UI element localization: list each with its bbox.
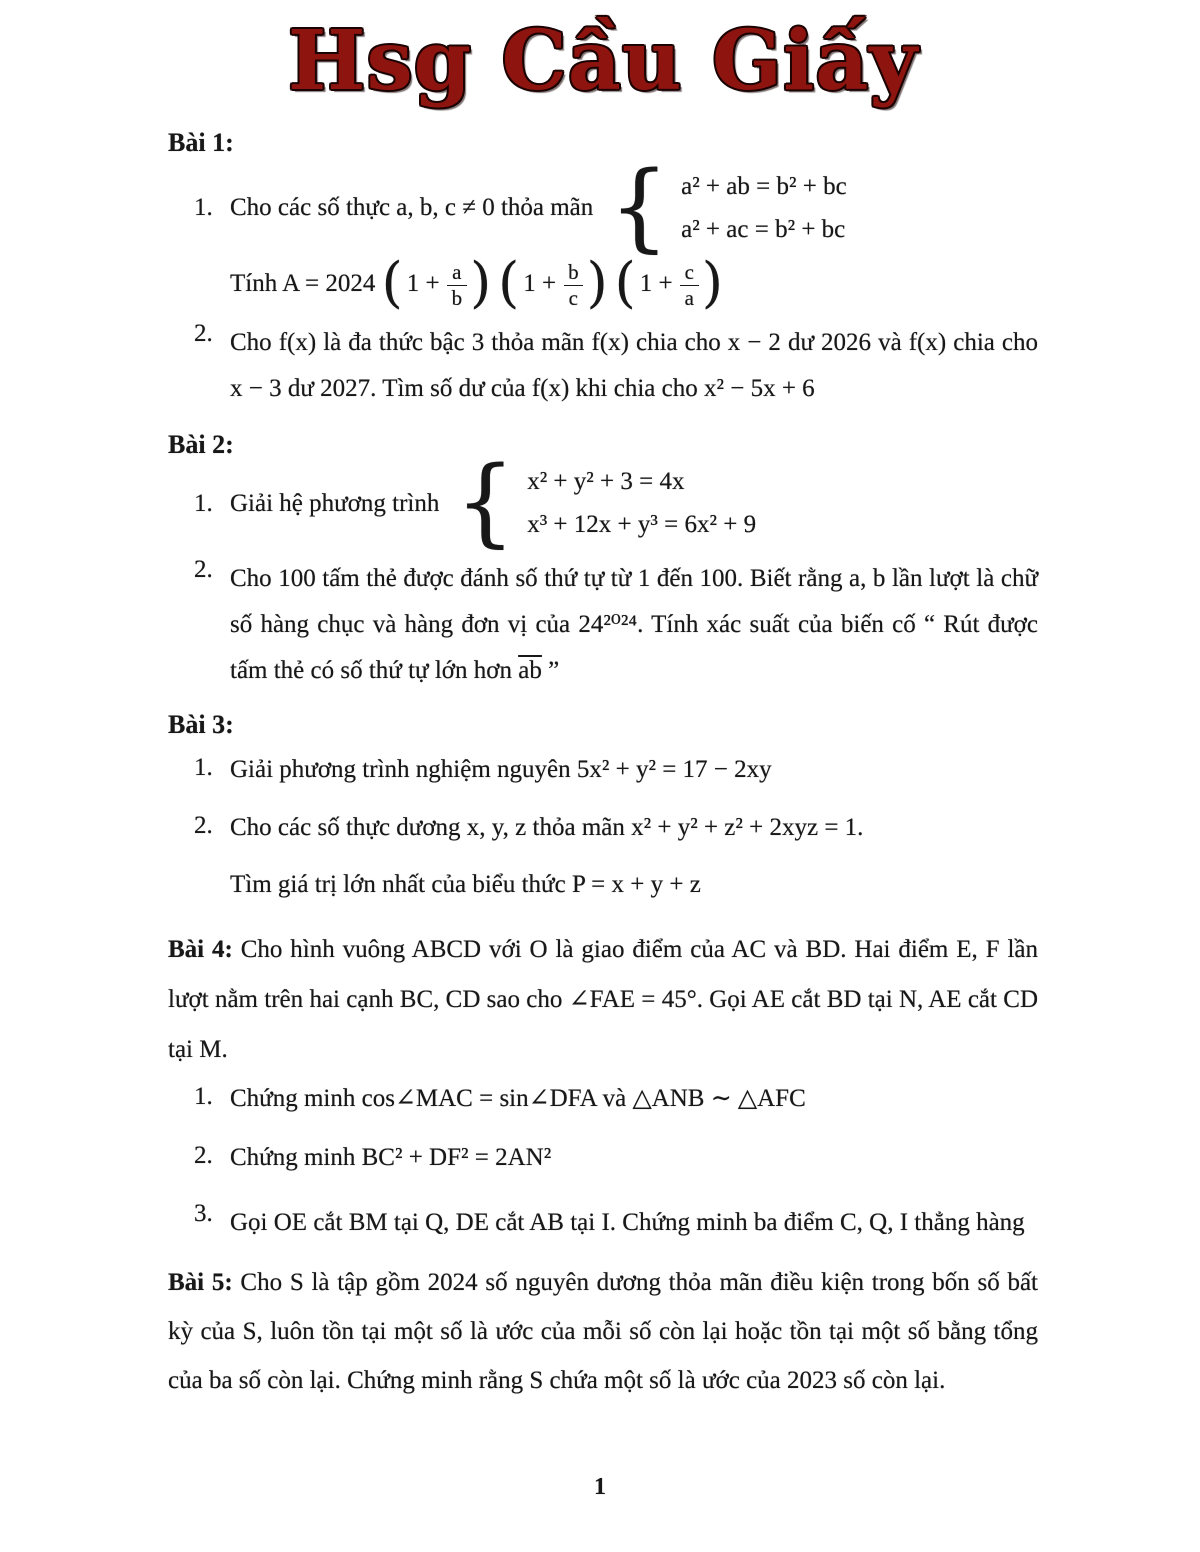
bai4-item2-number: 2. [194,1141,213,1169]
page-number: 1 [594,1474,606,1500]
bai4-label: Bài 4: [168,936,233,964]
bai4-item1 [168,1083,1038,1116]
bai1-item2-number: 2. [194,319,213,347]
bai1-factor-3: ( 1 + $\frac{c}{a}$ ) [614,251,723,315]
bai1-compute-line [230,251,1038,315]
bai3-item1-number: 1. [194,753,213,781]
fraction-denominator: a [680,285,699,309]
bai2-item2 [168,556,1038,694]
bai2-item1-equations [527,467,756,540]
overline-ab: $\overline{ab}$ [518,657,542,685]
bai3-item2-line1: Cho các số thực dương x, y, z thỏa mãn x² + y² + z² + 2xyz = 1. [230,814,864,842]
bai3-item2-line2: Tìm giá trị lớn nhất của biểu thức P = x + y + z [230,870,701,898]
bai1-factor-1-fraction [447,261,468,308]
bai4-intro-text: Cho hình vuông ABCD với O là giao điểm của AC và BD. Hai điểm E, F lần lượt nằm trên hai cạnh BC, CD sao cho ∠FAE = 45°. Gọi AE cắt BD tại N, AE cắt CD tại M. [168,936,1038,1064]
bai2-item2-text [230,556,1038,694]
bai4-item2-text: Chứng minh BC² + DF² = 2AN² [230,1143,552,1171]
bai1-item2 [168,320,1038,412]
bai1-item1-system [609,151,847,263]
fraction-numerator: b [568,260,579,285]
bai3-item1 [168,754,1038,787]
bai3-item1-text: Giải phương trình nghiệm nguyên 5x² + y² = 17 − 2xy [230,755,772,783]
bai2-item1-system [455,447,757,559]
bai4-item1-text: Chứng minh cos∠MAC = sin∠DFA và △ANB ∼ △AFC [230,1085,806,1113]
bai2-item1 [168,447,1038,559]
bai2-item1-lead: Giải hệ phương trình [230,489,440,517]
bai4-item3-text: Gọi OE cắt BM tại Q, DE cắt AB tại I. Chứng minh ba điểm C, Q, I thẳng hàng [230,1209,1025,1237]
bai4-item3 [168,1200,1038,1246]
bai5-label: Bài 5: [168,1269,233,1297]
bai1-item1-number: 1. [194,194,213,222]
bai3-heading: Bài 3: [168,710,234,740]
fraction-numerator: a [452,260,462,285]
bai5-paragraph [168,1258,1038,1405]
exam-title: Hsg Cầu Giấy [287,13,919,109]
bai2-item2-segment1: Cho 100 tấm thẻ được đánh số thứ tự từ 1 đến 100. Biết rằng a, b lần lượt là chữ số hàng chục và hàng đơn vị của 24²⁰²⁴. Tính xác suất của biến cố “ Rút được tấm thẻ có số thứ tự lớn hơn [230,565,1038,685]
bai1-item1-lead: Cho các số thực a, b, c ≠ 0 thỏa mãn [230,194,594,222]
fraction-denominator: c [564,285,583,309]
bai3-item2 [168,812,1038,845]
fraction-denominator: b [447,285,468,309]
bai3-item2-number: 2. [194,812,213,840]
left-brace-symbol: { [455,447,516,559]
bai1-factor-3-pre: 1 + [639,270,673,298]
bai2-item2-number: 2. [194,556,213,584]
bai1-compute-prefix: Tính A = 2024 [230,270,376,298]
bai2-item2-segment2: ” [541,657,560,685]
bai1-equation-2: a² + ac = b² + bc [681,215,846,243]
bai1-equation-1: a² + ab = b² + bc [681,172,847,200]
bai2-item1-number: 1. [194,489,213,517]
bai4-item3-number: 3. [194,1200,213,1228]
bai2-heading: Bài 2: [168,429,234,459]
bai1-heading: Bài 1: [168,128,234,157]
bai1-item1 [168,151,1038,263]
bai1-factor-2: ( 1 + $\frac{b}{c}$ ) [498,251,608,315]
bai4-item1-number: 1. [194,1083,213,1111]
bai1-factor-2-fraction [563,261,584,308]
bai1-factor-1-pre: 1 + [406,270,440,298]
bai1-factor-2-pre: 1 + [523,270,557,298]
bai1-item1-equations [681,172,847,245]
bai4-intro [168,925,1038,1075]
left-brace-symbol: { [609,151,670,263]
bai1-factor-1: ( 1 + $\frac{a}{b}$ ) [381,251,492,315]
bai4-item2 [168,1142,1038,1175]
fraction-numerator: c [684,260,694,285]
bai1-factor-3-fraction [680,261,699,308]
bai2-equation-1: x² + y² + 3 = 4x [527,468,685,496]
bai1-item2-text: Cho f(x) là đa thức bậc 3 thỏa mãn f(x) chia cho x − 2 dư 2026 và f(x) chia cho x − 3 dư 2027. Tìm số dư của f(x) khi chia cho x² − 5x + 6 [230,328,1038,402]
bai5-text: Cho S là tập gồm 2024 số nguyên dương thỏa mãn điều kiện trong bốn số bất kỳ của S, luôn tồn tại một số là ước của mỗi số còn lại hoặc tồn tại một số bằng tổng của ba số còn lại. Chứng minh rằng S chứa một số là ước của 2023 số còn lại. [168,1269,1038,1395]
bai2-equation-2: x³ + 12x + y³ = 6x² + 9 [527,511,757,539]
